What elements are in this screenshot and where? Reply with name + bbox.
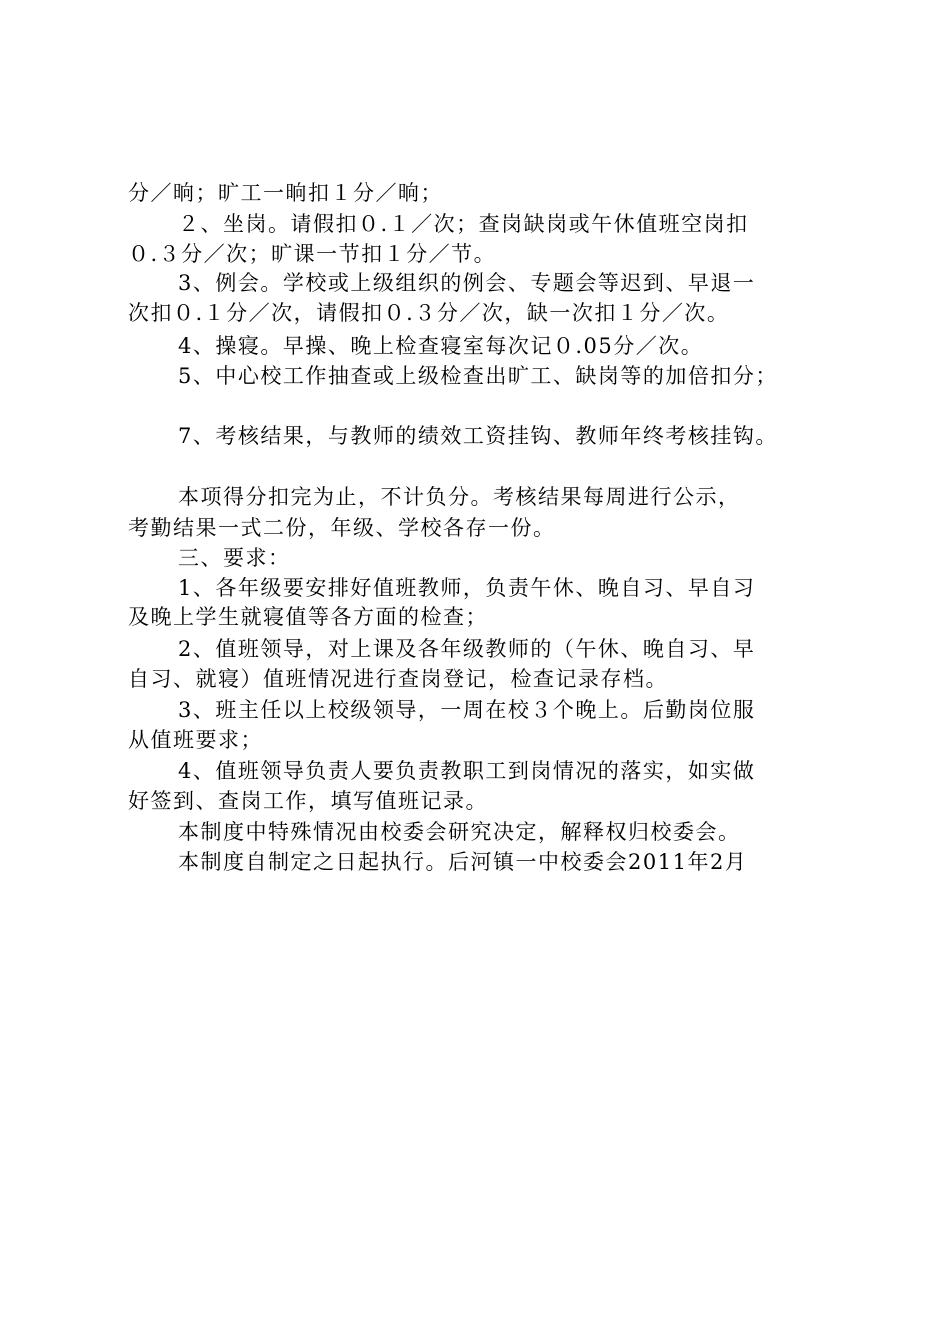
text-line-7: 5、中心校工作抽查或上级检查出旷工、缺岗等的加倍扣分； (178, 364, 778, 388)
text-line-9: 本项得分扣完为止，不计负分。考核结果每周进行公示， (178, 485, 741, 509)
text-line-13: 及晚上学生就寝值等各方面的检查； (128, 605, 488, 629)
text-line-6: 4、操寝。早操、晚上检查寝室每次记０.05分／次。 (178, 334, 704, 358)
text-line-18: 4、值班领导负责人要负责教职工到岗情况的落实，如实做 (178, 759, 756, 783)
text-line-16: 3、班主任以上校级领导，一周在校３个晚上。后勤岗位服 (178, 698, 756, 722)
text-line-19: 好签到、查岗工作，填写值班记录。 (128, 789, 488, 813)
text-line-4: 3、例会。学校或上级组织的例会、专题会等迟到、早退一 (178, 271, 756, 295)
text-line-11: 三、要求： (178, 546, 291, 570)
text-line-3: ０.３分／次；旷课一节扣１分／节。 (128, 242, 497, 266)
text-line-8: 7、考核结果，与教师的绩效工资挂钩、教师年终考核挂钩。 (178, 424, 778, 448)
text-line-20: 本制度中特殊情况由校委会研究决定，解释权归校委会。 (178, 820, 741, 844)
text-line-14: 2、值班领导，对上课及各年级教师的（午休、晚自习、早 (178, 637, 756, 661)
text-line-5: 次扣０.１分／次，请假扣０.３分／次，缺一次扣１分／次。 (128, 301, 730, 325)
text-line-2: ２、坐岗。请假扣０.１／次；查岗缺岗或午休值班空岗扣 (178, 212, 749, 236)
text-line-21: 本制度自制定之日起执行。后河镇一中校委会2011年2月 (178, 850, 748, 874)
text-line-17: 从值班要求； (128, 728, 263, 752)
text-line-1: 分／晌；旷工一晌扣１分／晌； (128, 181, 443, 205)
text-line-10: 考勤结果一式二份，年级、学校各存一份。 (128, 516, 556, 540)
text-line-15: 自习、就寝）值班情况进行查岗登记，检查记录存档。 (128, 667, 668, 691)
text-line-12: 1、各年级要安排好值班教师，负责午休、晚自习、早自习 (178, 576, 756, 600)
